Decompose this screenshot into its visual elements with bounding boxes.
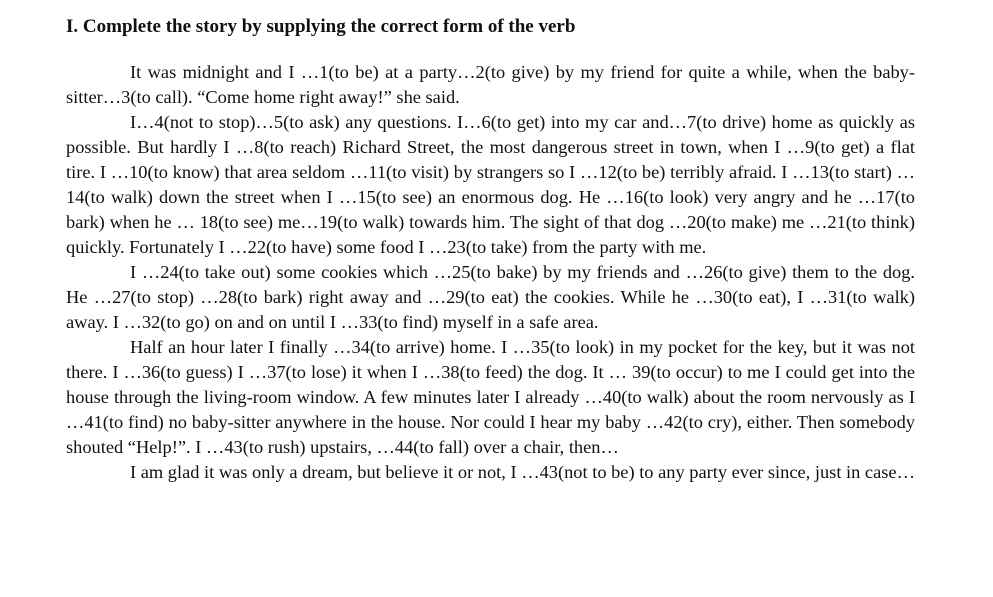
paragraph-5: I am glad it was only a dream, but believe it or not, I …43(not to be) to any party ever since, just in case… [130,462,915,482]
paragraph-3: I …24(to take out) some cookies which …25(to bake) by my friends and …26(to give) them to the dog. He …27(to stop) …28(to bark) right away and …29(to eat) the cookies. While he …30(to eat), I …31(to walk) away. I …32(to go) on and on until I …33(to find) myself in a safe area. [66,262,915,332]
paragraph-2: I…4(not to stop)…5(to ask) any questions. I…6(to get) into my car and…7(to drive) home as quickly as possible. But hardly I …8(to reach) Richard Street, the most dangerous street in town, when I …9(to get) a flat tire. I …10(to know) that area seldom …11(to visit) by strangers so I …12(to be) terribly afraid. I …13(to start) …14(to walk) down the street when I …15(to see) an enormous dog. He …16(to look) very angry and he …17(to bark) when he … 18(to see) me…19(to walk) towards him. The sight of that dog …20(to make) me …21(to think) quickly. Fortunately I …22(to have) some food I …23(to take) from the party with me. [66,112,915,257]
paragraph-1: It was midnight and I …1(to be) at a party…2(to give) by my friend for quite a while, when the baby-sitter…3(to call). “Come home right away!” she said. [66,62,915,107]
document-page [66,14,915,485]
paragraph-4: Half an hour later I finally …34(to arrive) home. I …35(to look) in my pocket for the key, but it was not there. I …36(to guess) I …37(to lose) it when I …38(to feed) the dog. It … 39(to occur) to me I could get into the house through the living-room window. A few minutes later I already …40(to walk) about the room nervously as I …41(to find) no baby-sitter anywhere in the house. Nor could I hear my baby …42(to cry), either. Then somebody shouted “Help!”. I …43(to rush) upstairs, …44(to fall) over a chair, then… [66,337,915,457]
exercise-title: I. Complete the story by supplying the correct form of the verb [66,16,576,37]
